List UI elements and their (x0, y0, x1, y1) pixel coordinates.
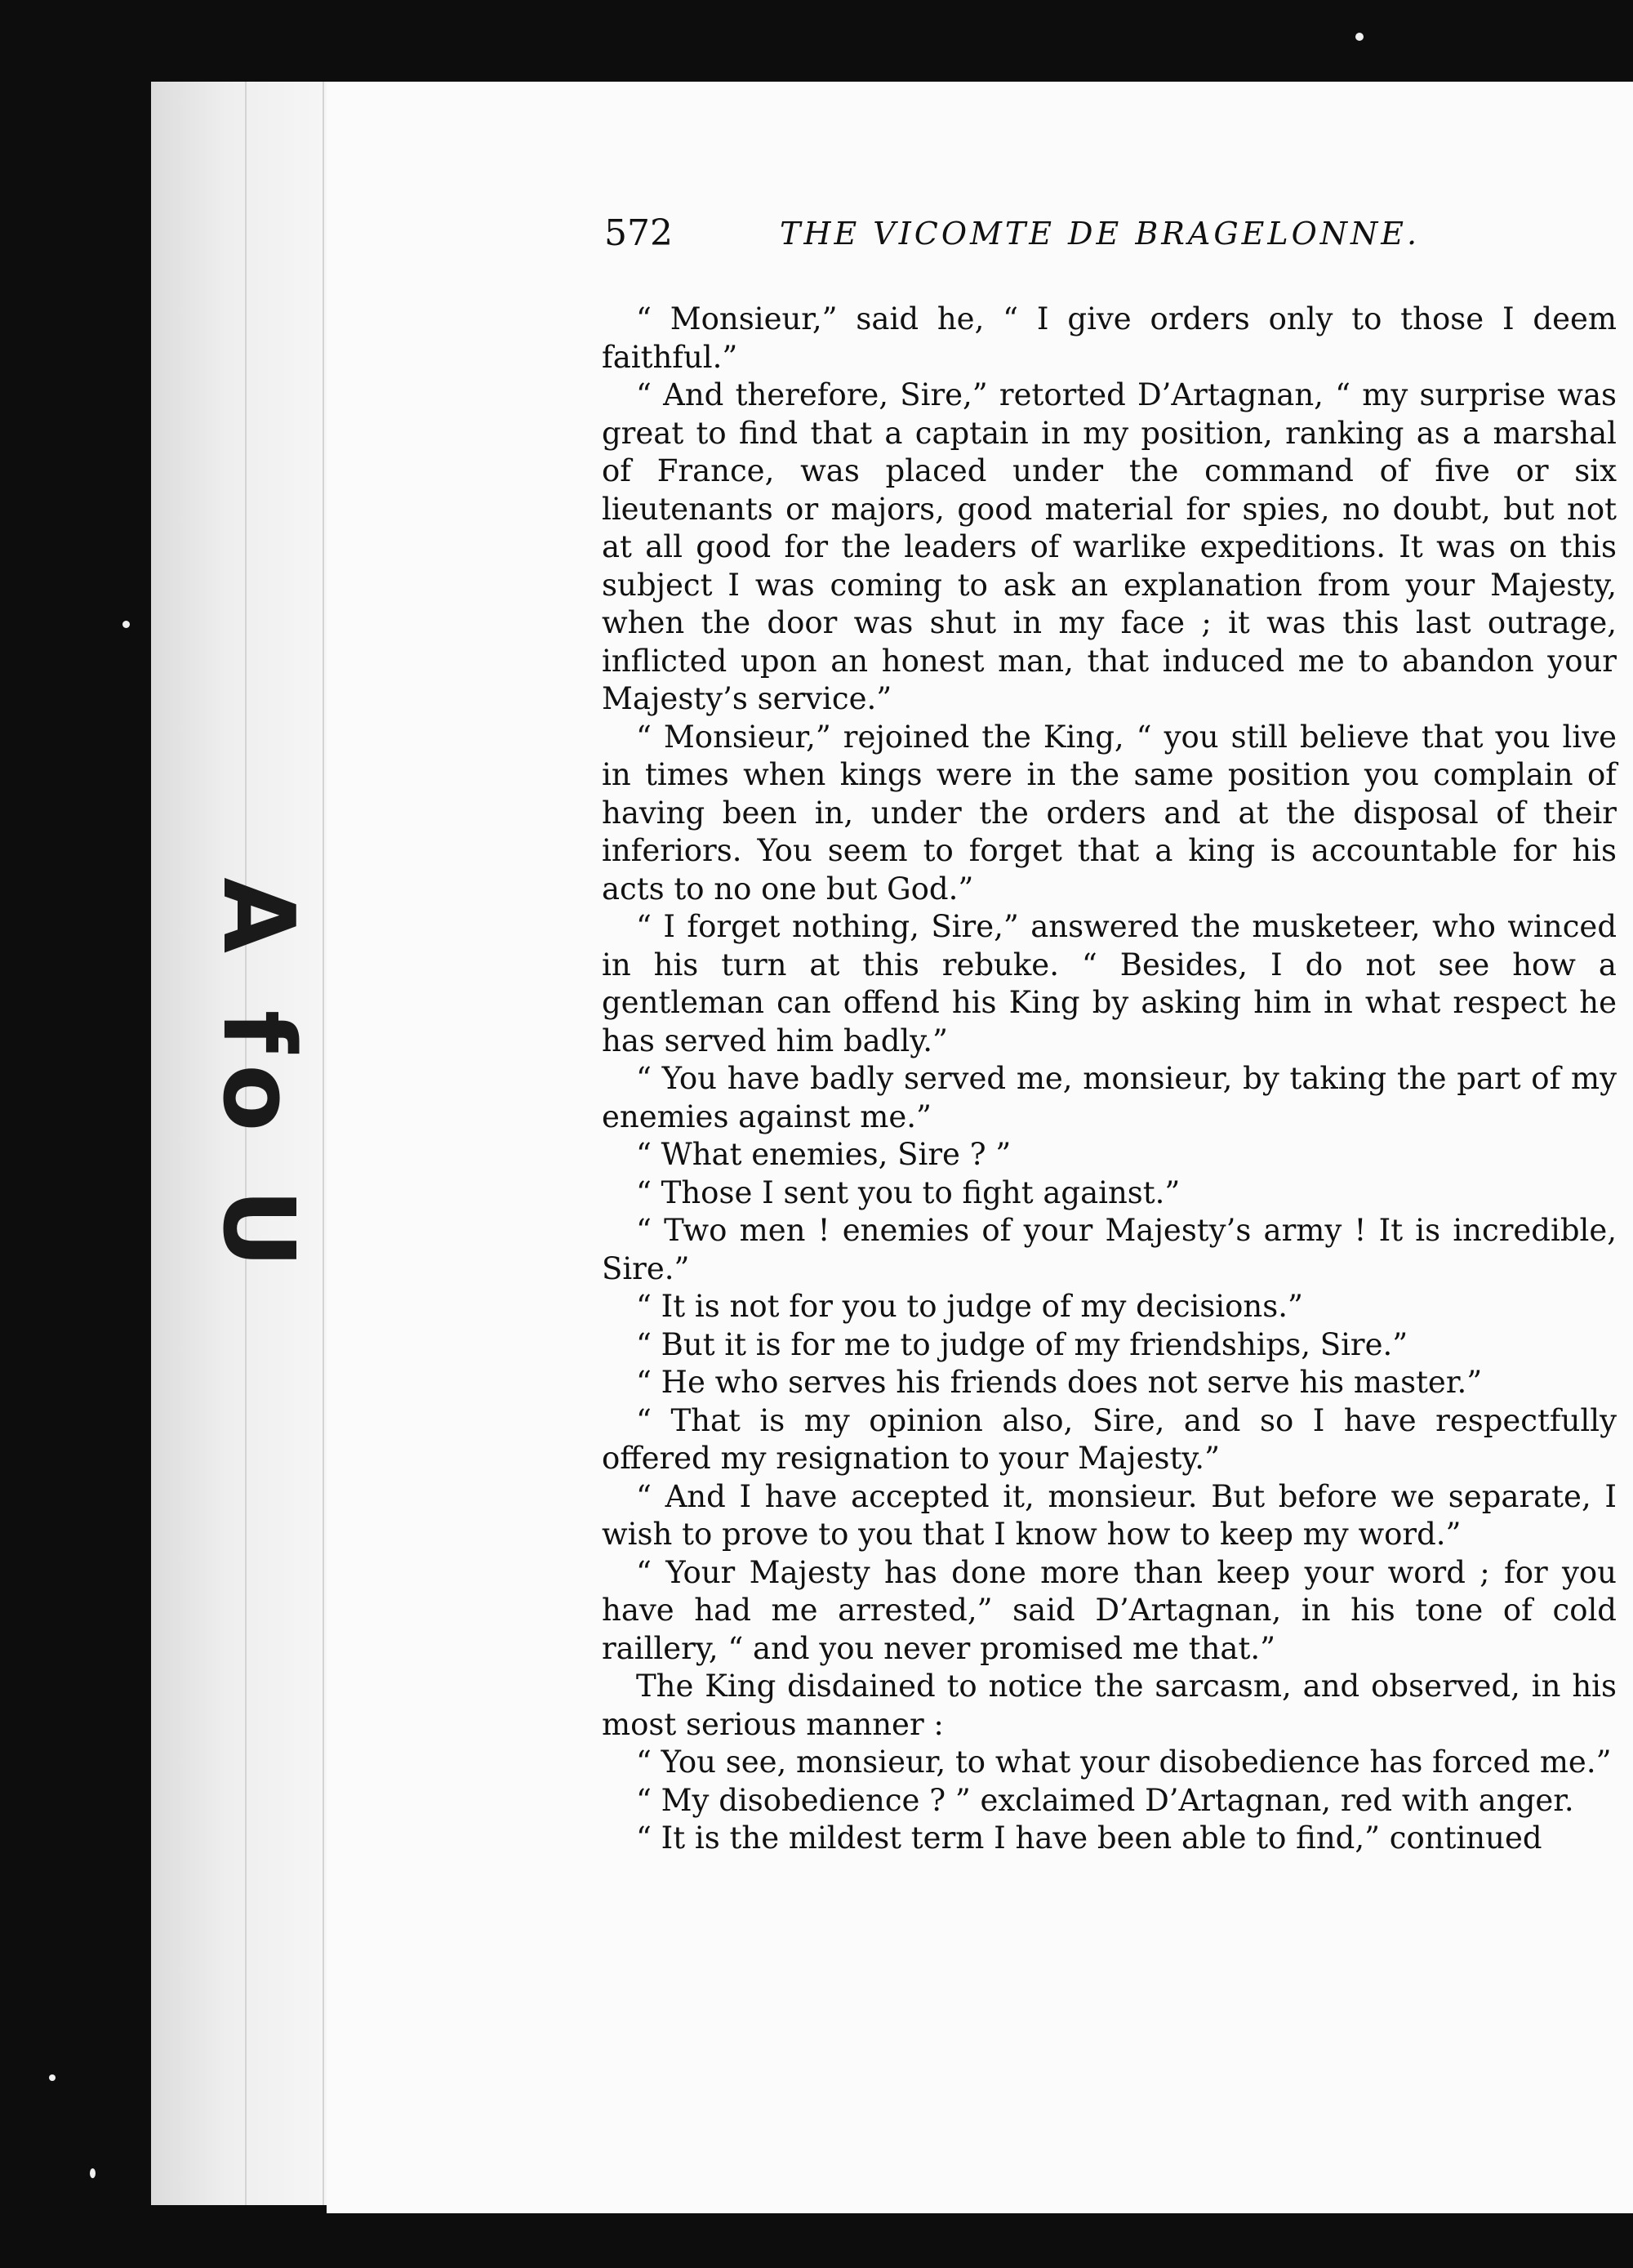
paragraph: “ It is not for you to judge of my decisions.” (636, 1289, 1303, 1324)
paragraph: “ Your Majesty has done more than keep your word ; for you have had me arrested,” said D’Artagnan, in his tone of cold raillery, “ and you never promised me that.” (602, 1554, 1617, 1666)
paragraph: “ Monsieur,” said he, “ I give orders only to those I deem faithful.” (602, 301, 1617, 375)
dust-speck (122, 621, 130, 628)
page-header (604, 212, 1621, 261)
running-head: THE VICOMTE DE BRAGELONNE. (780, 216, 1421, 252)
library-stamp-text: A fo U (200, 876, 314, 1280)
dust-speck (90, 2168, 96, 2178)
page-number: 572 (604, 212, 673, 254)
dust-speck (1355, 33, 1364, 41)
paragraph: The King disdained to notice the sarcasm, and observed, in his most serious manner : (602, 1669, 1617, 1742)
body-text (602, 301, 1617, 1858)
gutter-fold-line (323, 82, 324, 2205)
paragraph: “ It is the mildest term I have been able to find,” continued (636, 1820, 1542, 1856)
paragraph: “ Two men ! enemies of your Majesty’s army ! It is incredible, Sire.” (602, 1213, 1617, 1286)
paragraph: “ Monsieur,” rejoined the King, “ you still believe that you live in times when kings were in the same position you complain of having been in, under the orders and at the disposal of their inferiors. You seem to forget that a king is accountable for his acts to no one but God.” (602, 719, 1617, 907)
paragraph: “ That is my opinion also, Sire, and so I have respectfully offered my resignation to your Majesty.” (602, 1402, 1617, 1476)
library-stamp (200, 866, 314, 1290)
paragraph: “ He who serves his friends does not serve his master.” (636, 1365, 1483, 1400)
dust-speck (49, 2074, 56, 2081)
paragraph: “ You have badly served me, monsieur, by taking the part of my enemies against me.” (602, 1061, 1617, 1134)
paragraph: “ What enemies, Sire ? ” (636, 1137, 1012, 1172)
paragraph: “ And I have accepted it, monsieur. But before we separate, I wish to prove to you that I know how to keep my word.” (602, 1478, 1617, 1552)
paragraph: “ My disobedience ? ” exclaimed D’Artagnan, red with anger. (636, 1782, 1574, 1818)
paragraph: “ But it is for me to judge of my friendships, Sire.” (636, 1326, 1408, 1362)
paragraph: “ You see, monsieur, to what your disobedience has forced me.” (636, 1744, 1612, 1780)
paragraph: “ And therefore, Sire,” retorted D’Artagnan, “ my surprise was great to find that a captain in my position, ranking as a marshal of France, was placed under the command of five or six lieutenants or majors, good material for spies, no doubt, but not at all good for the leaders of warlike expeditions. It was on this subject I was coming to ask an explanation from your Majesty, when the door was shut in my face ; it was this last outrage, inflicted upon an honest man, that induced me to abandon your Majesty’s service.” (602, 377, 1617, 716)
paragraph: “ I forget nothing, Sire,” answered the musketeer, who winced in his turn at this rebuke. “ Besides, I do not see how a gentleman can offend his King by asking him in what respect he has served him badly.” (602, 909, 1617, 1058)
paragraph: “ Those I sent you to fight against.” (636, 1174, 1181, 1210)
